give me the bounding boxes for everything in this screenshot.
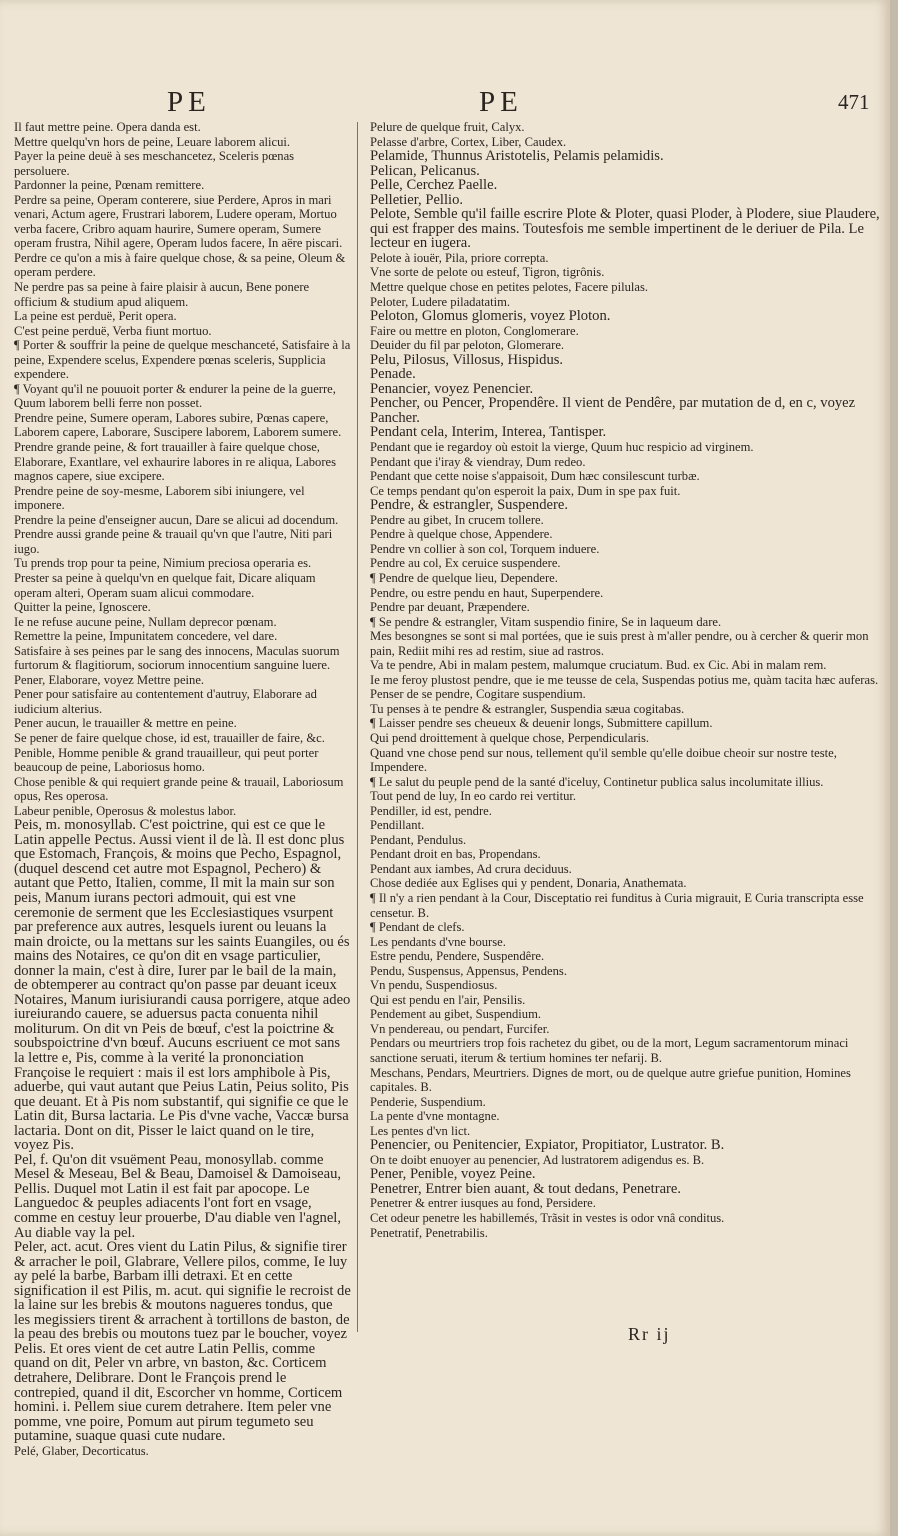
entry: Pardonner la peine, Pœnam remittere. [14, 178, 205, 193]
entry: Pelure de quelque fruit, Calyx. [370, 120, 525, 134]
entry: Pendant droit en bas, Propendans. [370, 847, 541, 862]
entry: Peloter, Ludere piladatatim. [370, 294, 511, 309]
headword-entry: Pendant cela, Interim, Interea, Tantisper. [370, 424, 607, 441]
entry: Pendre au gibet, In crucem tollere. [370, 512, 544, 527]
entry: ¶ Il n'y a rien pendant à la Cour, Disceptatio rei funditus à Curia migrauit, E Curia transcripta esse censetur. B. [370, 890, 864, 920]
entry: Pendu, Suspensus, Appensus, Pendens. [370, 963, 567, 978]
right-column [370, 120, 882, 1240]
entry: Pendant que i'iray & viendray, Dum redeo. [370, 454, 586, 469]
entry: Pelé, Glaber, Decorticatus. [14, 1443, 149, 1458]
entry: Penser de se pendre, Cogitare suspendium. [370, 687, 586, 702]
entry: Les pendants d'vne bourse. [370, 934, 506, 949]
entry: Pendre à quelque chose, Appendere. [370, 527, 553, 542]
entry: Prendre aussi grande peine & trauail qu'vn que l'autre, Niti pari iugo. [14, 527, 333, 556]
entry: Ie ne refuse aucune peine, Nullam deprecor pœnam. [14, 614, 277, 629]
entry: Pelote à iouër, Pila, priore correpta. [370, 250, 549, 265]
entry: Penetrer & entrer iusques au fond, Persidere. [370, 1196, 596, 1211]
page-number: 471 [838, 90, 870, 114]
entry: Faire ou mettre en ploton, Conglomerare. [370, 323, 579, 338]
entry: Vn pendereau, ou pendart, Furcifer. [370, 1021, 550, 1036]
entry: Prendre la peine d'enseigner aucun, Dare se alicui ad docendum. [14, 512, 339, 527]
headword-entry: Pelu, Pilosus, Villosus, Hispidus. [370, 351, 564, 368]
entry: Estre pendu, Pendere, Suspendêre. [370, 949, 545, 964]
entry: Pendillant. [370, 818, 425, 833]
headword-entry: Peloton, Glomus glomeris, voyez Ploton. [370, 308, 611, 325]
entry: Pendiller, id est, pendre. [370, 803, 492, 818]
entry: Pendant, Pendulus. [370, 832, 467, 847]
headword-entry: Penade. [370, 366, 416, 383]
headword-entry: Penencier, ou Penitencier, Expiator, Propitiator, Lustrator. B. [370, 1137, 725, 1154]
entry: ¶ Voyant qu'il ne pouuoit porter & endurer la peine de la guerre, Quum laborem belli ferre non posset. [14, 381, 336, 411]
entry: Perdre sa peine, Operam conterere, siue Perdere, Apros in mari venari, Actum agere, Frustrari laborem, Ludere operam, Mortuo verba facere, Cribro aquam haurire, Sumere operam, Sumere operam frustra, Nihil agere, Operam ludos facere, In aëre piscari. [14, 192, 343, 251]
entry: Mes besongnes se sont si mal portées, que ie suis prest à m'aller pendre, ou à cercher & querir mon pain, Rediit mihi res ad restim, siue ad rastros. [370, 629, 869, 658]
entry: Pendre vn collier à son col, Torquem induere. [370, 541, 600, 556]
entry: Pener aucun, le trauailler & mettre en peine. [14, 716, 237, 731]
entry: Penderie, Suspendium. [370, 1094, 486, 1109]
left-column [14, 120, 352, 1458]
entry: Cet odeur penetre les habillemés, Trãsit in vestes is odor vnâ conditus. [370, 1211, 725, 1226]
entry: Prendre peine de soy-mesme, Laborem sibi iniungere, vel imponere. [14, 483, 305, 513]
entry: Il faut mettre peine. Opera danda est. [14, 120, 201, 134]
headword-entry: Pelote, Semble qu'il faille escrire Plote & Ploter, quasi Ploder, à Plodere, siue Plaudere, qui est frapper des mains. Toutesfois me semble impertinent de le deriuer de Pila. Le lecteur en iugera. [370, 206, 880, 252]
entry: Pener pour satisfaire au contentement d'autruy, Elaborare ad iudicium alterius. [14, 687, 317, 716]
column-divider [357, 122, 358, 1332]
running-head-right: PE [479, 86, 523, 118]
entry: Vne sorte de pelote ou esteuf, Tigron, tigrônis. [370, 265, 605, 280]
entry: Mettre quelque chose en petites pelotes, Facere pilulas. [370, 280, 649, 295]
entry: Chose dediée aux Eglises qui y pendent, Donaria, Anathemata. [370, 876, 687, 891]
headword-entry: Pelle, Cerchez Paelle. [370, 177, 498, 194]
entry: C'est peine perduë, Verba fiunt mortuo. [14, 323, 212, 338]
headword-entry: Peler, act. acut. Ores vient du Latin Pilus, & signifie tirer & arracher le poil, Glabrare, Vellere pilos, comme, Ie luy ay pelé la barbe, Barbam illi detraxi. Et en cette signification il est Pilis, m. acut. qui signifie le recroist de la laine sur les brebis & moutons nagueres tondus, que les megissiers tirent & arrachent à tortillons de baston, de la peau des brebis ou moutons tuez par le boucher, voyez Pelis. Et ores vient de cet autre Latin Pellis, comme quand on dit, Peler vn arbre, vn baston, &c. Corticem detrahere, Delibrare. Dont le François prend le contrepied, quand il dit, Escorcher vn homme, Corticem homini. i. Pellem siue curem detrahere. Item peler vne pomme, vne poire, Pomum aut pirum tegumeto seu putamine, suaque quasi cute nudare. [14, 1239, 351, 1445]
entry: Tout pend de luy, In eo cardo rei vertitur. [370, 789, 577, 804]
entry: Quitter la peine, Ignoscere. [14, 600, 151, 615]
entry: Labeur penible, Operosus & molestus labor. [14, 803, 237, 818]
headword-entry: Pelamide, Thunnus Aristotelis, Pelamis pelamidis. [370, 148, 664, 165]
entry: Qui est pendu en l'air, Pensilis. [370, 992, 526, 1007]
entry: Ne perdre pas sa peine à faire plaisir à aucun, Bene ponere officium & studium apud aliquem. [14, 280, 310, 309]
entry: ¶ Porter & souffrir la peine de quelque meschanceté, Satisfaire à la peine, Expendere scelus, Expendere pœnas sceleris, Supplicia expendere. [14, 338, 351, 382]
headword-entry: Pelican, Pelicanus. [370, 162, 480, 179]
entry: Deuider du fil par peloton, Glomerare. [370, 338, 565, 353]
entry: Meschans, Pendars, Meurtriers. Dignes de mort, ou de quelque autre griefue punition, Homines capitales. B. [370, 1065, 851, 1095]
entry: Mettre quelqu'vn hors de peine, Leuare laborem alicui. [14, 134, 291, 149]
entry: Prendre peine, Sumere operam, Labores subire, Pœnas capere, Laborem capere, Laborare, Suscipere laborem, Laborem sumere. [14, 410, 342, 440]
entry: La peine est perduë, Perit opera. [14, 309, 177, 324]
signature-mark: Rr ij [628, 1324, 671, 1344]
headword-entry: Pendre, & estrangler, Suspendere. [370, 497, 568, 514]
headword-entry: Pener, Penible, voyez Peine. [370, 1166, 536, 1183]
headword-entry: Pencher, ou Pencer, Propendêre. Il vient de Pendêre, par mutation de d, en c, voyez Pancher. [370, 395, 856, 426]
entry: Pelasse d'arbre, Cortex, Liber, Caudex. [370, 134, 567, 149]
entry: Satisfaire à ses peines par le sang des innocens, Maculas suorum furtorum & flagitiorum, sociorum innocentium sanguine luere. [14, 643, 340, 673]
entry: Qui pend droittement à quelque chose, Perpendicularis. [370, 730, 650, 745]
entry: Vn pendu, Suspendiosus. [370, 978, 498, 993]
entry: Pendre, ou estre pendu en haut, Superpendere. [370, 585, 604, 600]
headword-entry: Penetrer, Entrer bien auant, & tout dedans, Penetrare. [370, 1180, 682, 1197]
entry: Pendement au gibet, Suspendium. [370, 1007, 542, 1022]
entry: Quand vne chose pend sur nous, tellement qu'il semble qu'elle doibue cheoir sur nostre teste, Impendere. [370, 745, 837, 775]
entry: Ie me feroy plustost pendre, que ie me teusse de cela, Suspendas potius me, quàm tacita hæc auferas. [370, 672, 879, 687]
entry: Pener, Elaborare, voyez Mettre peine. [14, 672, 205, 687]
entry: Pendant que ie regardoy où estoit la vierge, Quum huc respicio ad virginem. [370, 440, 754, 455]
entry: ¶ Le salut du peuple pend de la santé d'iceluy, Continetur publica salus incolumitate illius. [370, 774, 824, 789]
entry: Penetratif, Penetrabilis. [370, 1225, 488, 1240]
headword-entry: Pel, f. Qu'on dit vsuëment Peau, monosyllab. comme Mesel & Meseau, Bel & Beau, Damoisel & Damoiseau, Pellis. Duquel mot Latin il est fait par apocope. Le Languedoc & peuples adiacents l'ont fort en vsage, comme en cestuy leur prouerbe, D'au diable ven l'agnel, Au diable vay la pel. [14, 1151, 342, 1241]
page-edge [890, 0, 898, 1536]
entry: Se pener de faire quelque chose, id est, trauailler de faire, &c. [14, 730, 325, 745]
entry: Tu prends trop pour ta peine, Nimium preciosa operaria es. [14, 556, 312, 571]
entry: Va te pendre, Abi in malam pestem, malumque cruciatum. Bud. ex Cic. Abi in malam rem. [370, 658, 827, 673]
entry: ¶ Laisser pendre ses cheueux & deuenir longs, Submittere capillum. [370, 716, 713, 731]
entry: Payer la peine deuë à ses meschancetez, Sceleris pœnas persoluere. [14, 149, 295, 178]
entry: La pente d'vne montagne. [370, 1109, 500, 1124]
entry: ¶ Pendre de quelque lieu, Dependere. [370, 570, 558, 585]
entry: Pendars ou meurtriers trop fois rachetez du gibet, ou de la mort, Legum sacramentorum minaci sanctione seruati, iterum & tertium homines ter nefarij. B. [370, 1036, 849, 1065]
entry: Perdre ce qu'on a mis à faire quelque chose, & sa peine, Oleum & operam perdere. [14, 250, 346, 280]
entry: Ce temps pendant qu'on esperoit la paix, Dum in spe pax fuit. [370, 483, 681, 498]
entry: Prester sa peine à quelqu'vn en quelque fait, Dicare aliquam operam alteri, Operam suam alicui commodare. [14, 570, 316, 600]
entry: ¶ Se pendre & estrangler, Vitam suspendio finire, Se in laqueum dare. [370, 614, 722, 629]
headword-entry: Penancier, voyez Penencier. [370, 380, 534, 397]
entry: Les pentes d'vn lict. [370, 1123, 471, 1138]
entry: ¶ Pendant de clefs. [370, 920, 465, 935]
entry: Prendre grande peine, & fort trauailler à faire quelque chose, Elaborare, Exantlare, vel exhaurire labores in re aliqua, Labores magnos capere, siue excipere. [14, 440, 337, 484]
running-head-left: PE [167, 86, 211, 118]
entry: Pendre au col, Ex ceruice suspendere. [370, 556, 561, 571]
headword-entry: Peis, m. monosyllab. C'est poictrine, qui est ce que le Latin appelle Pectus. Aussi vient il de là. Il est donc plus que Estomach, François, & moins que Pecho, Espagnol, (duquel descend cet autre mot Espagnol, Pechero) & autant que Petto, Italien, comme, Il mit la main sur son peis, Manum iurans pectori admouit, qui est vne ceremonie de serment que les Ecclesiastiques vsurpent par preference aux autres, lesquels iurent ou leuans la main droicte, ou la mettans sur les saints Euangiles, ou és mains des Notaires, ce qu'on dit en vsage particulier, donner la main, c'est à dire, Iurer par le bail de la main, de obtemperer au contract qu'on passe par deuant iceux Notaires, Manum iurisiurandi causa porrigere, atque adeo iureiurando cauere, se aduersus pacta conuenta nihil moliturum. On dit vn Peis de bœuf, c'est la poictrine & soubspoictrine d'vn bœuf. Aucuns escriuent ce mot sans la lettre e, Pis, comme à la verité la prononciation Françoise le requiert : mais il est lors amphibole à Pis, aduerbe, qui vaut autant que Peius Latin, Peius solito, Pis que deuant. Et à Pis nom substantif, qui signifie ce que le Latin dit, Bursa lactaria. Le Pis d'vne vache, Vaccæ bursa lactaria. Dont on dit, Pisser le laict quand on le tire, voyez Pis. [14, 817, 351, 1154]
entry: Remettre la peine, Impunitatem concedere, vel dare. [14, 629, 278, 644]
entry: Chose penible & qui requiert grande peine & trauail, Laboriosum opus, Res operosa. [14, 774, 344, 804]
entry: Tu penses à te pendre & estrangler, Suspendia sæua cogitabas. [370, 701, 685, 716]
entry: Pendant que cette noise s'appaisoit, Dum hæc consilescunt turbæ. [370, 469, 700, 484]
entry: On te doibt enuoyer au penencier, Ad lustratorem adigendus es. B. [370, 1152, 705, 1167]
entry: Penible, Homme penible & grand trauailleur, qui peut porter beaucoup de peine, Laboriosus homo. [14, 745, 319, 775]
headword-entry: Pelletier, Pellio. [370, 191, 464, 208]
entry: Pendant aux iambes, Ad crura deciduus. [370, 861, 572, 876]
entry: Pendre par deuant, Præpendere. [370, 600, 530, 615]
